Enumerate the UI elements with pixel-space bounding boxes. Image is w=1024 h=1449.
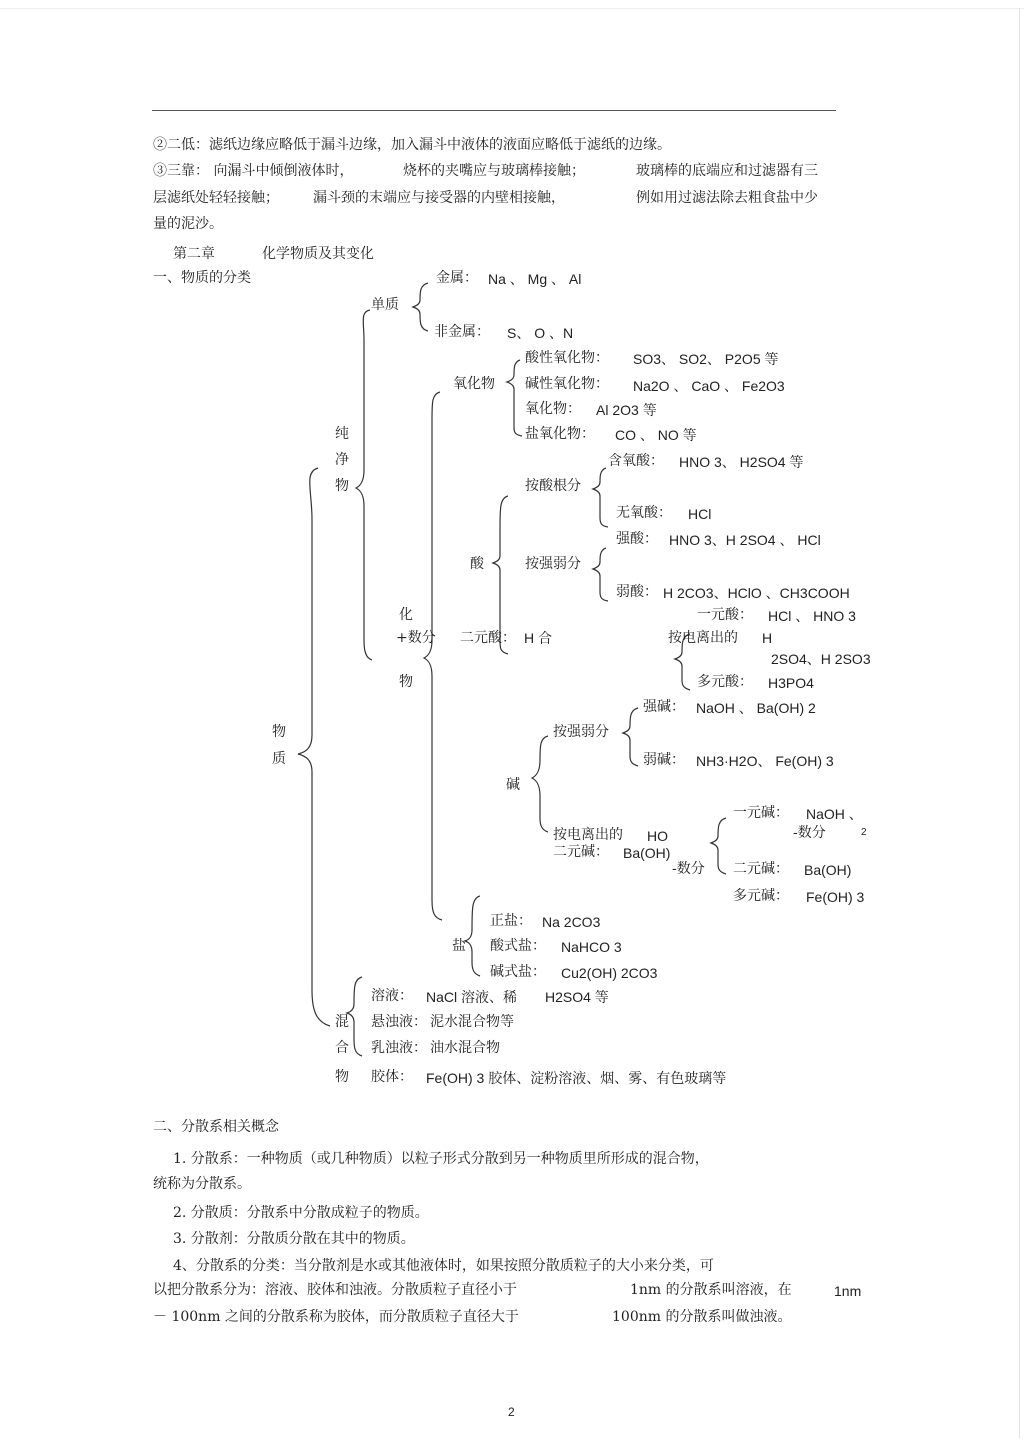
- basic-oxide-label: 碱性氧化物：: [525, 376, 609, 392]
- intro-line-2b: 烧杯的夹嘴应与玻璃棒接触；: [403, 163, 585, 179]
- weak-acid-value: H 2CO3、HClO 、CH3COOH: [663, 585, 850, 601]
- nonmetal-label: 非金属：: [434, 324, 490, 340]
- solution-value: NaCl 溶液、稀: [426, 989, 518, 1005]
- sec2-p1b: 统称为分散系。: [153, 1176, 251, 1192]
- normal-salt-value: Na 2CO3: [542, 914, 601, 930]
- basic-salt-value: Cu2(OH) 2CO3: [561, 965, 658, 981]
- mono-acid-label: 一元酸：: [697, 607, 753, 623]
- di-base-inline-value: Ba(OH): [623, 845, 671, 861]
- acid-h-symbol: H: [762, 630, 773, 646]
- basic-salt-label: 碱式盐：: [490, 964, 546, 980]
- strong-acid-value: HNO 3、H 2SO4 、 HCl: [669, 532, 821, 548]
- di-acid-label: 二元酸：: [460, 630, 516, 646]
- bracket-mixture: [347, 977, 362, 1056]
- compound-char-1: 化: [399, 607, 413, 623]
- pure-char-2: 净: [335, 452, 349, 468]
- amph-oxide-label: 氧化物：: [525, 401, 581, 417]
- bracket-base-ohcount: [711, 818, 726, 874]
- section-2-title: 二、分散系相关概念: [153, 1119, 279, 1135]
- weak-base-value: NH3·H2O、 Fe(OH) 3: [696, 753, 834, 769]
- colloid-value: Fe(OH) 3 胶体、淀粉溶液、烟、雾、有色玻璃等: [426, 1070, 727, 1086]
- amph-oxide-value: Al 2O3 等: [596, 402, 657, 418]
- base-by-oh: 按电离出的: [553, 827, 623, 843]
- acidic-oxide-value: SO3、 SO2、 P2O5 等: [633, 351, 779, 367]
- sec2-p1a: 1. 分散系：一种物质（或几种物质）以粒子形式分散到另一种物质里所形成的混合物，: [173, 1151, 709, 1167]
- normal-salt-label: 正盐：: [490, 913, 532, 929]
- intro-line-3c: 例如用过滤法除去粗食盐中少: [636, 190, 818, 206]
- acid-by-radical: 按酸根分: [525, 478, 581, 494]
- mono-base-label: 一元碱：: [733, 805, 789, 821]
- bracket-salt: [465, 896, 480, 976]
- sec2-p4b-2: 1nm 的分散系叫溶液，在: [630, 1282, 792, 1298]
- intro-line-1: ②二低：滤纸边缘应略低于漏斗边缘，加入漏斗中液体的液面应略低于滤纸的边缘。: [153, 137, 671, 153]
- root-char-1: 物: [272, 724, 286, 740]
- weak-acid-label: 弱酸：: [616, 584, 658, 600]
- sec2-p4a: 4、分散系的分类：当分散剂是水或其他液体时，如果按照分散质粒子的大小来分类，可: [173, 1258, 714, 1274]
- poly-base-label: 多元碱：: [733, 888, 789, 904]
- acid-label: 酸: [470, 556, 484, 572]
- mixture-char-2: 合: [335, 1040, 349, 1056]
- chapter-title: 化学物质及其变化: [262, 246, 374, 262]
- di-base-inline-label: 二元碱：: [553, 844, 609, 860]
- metal-value: Na 、 Mg 、 Al: [488, 271, 582, 287]
- compound-char-2: +数分: [396, 630, 436, 646]
- nonoxy-acid-value: HCl: [688, 506, 712, 522]
- suspension-label: 悬浊液：: [371, 1014, 427, 1030]
- bracket-element: [413, 283, 428, 331]
- emulsion-value: 油水混合物: [430, 1040, 500, 1056]
- di-base-label: 二元碱：: [733, 861, 789, 877]
- oxide-label: 氧化物: [453, 376, 495, 392]
- element-label: 单质: [371, 297, 399, 313]
- root-char-2: 质: [272, 751, 286, 767]
- colloid-label: 胶体：: [371, 1069, 413, 1085]
- acid-salt-value: NaHCO 3: [561, 939, 622, 955]
- base-oh-symbol: HO: [647, 828, 668, 844]
- salt-label: 盐: [452, 938, 466, 954]
- acid-salt-label: 酸式盐：: [490, 938, 546, 954]
- weak-base-label: 弱碱：: [643, 752, 685, 768]
- bracket-acid-radical: [593, 468, 608, 527]
- mono-acid-value: HCl 、 HNO 3: [768, 608, 856, 624]
- intro-line-2c: 玻璃棒的底端应和过滤器有三: [636, 163, 818, 179]
- pure-char-1: 纯: [335, 426, 349, 442]
- acidic-oxide-label: 酸性氧化物：: [525, 350, 609, 366]
- strong-acid-label: 强酸：: [616, 531, 658, 547]
- mixture-char-3: 物: [335, 1069, 349, 1085]
- intro-line-3b: 漏斗颈的末端应与接受器的内壁相接触，: [313, 190, 565, 206]
- oxy-acid-label: 含氧酸：: [608, 453, 664, 469]
- mono-base-value: NaOH 、: [806, 806, 863, 822]
- bracket-acid-strength: [593, 548, 608, 601]
- sec2-p4c-2: 100nm 的分散系叫做浊液。: [612, 1309, 792, 1325]
- acid-by-h: 按电离出的: [668, 630, 738, 646]
- nonmetal-value: S、 O 、N: [507, 325, 574, 341]
- di-base-value: Ba(OH): [804, 862, 852, 878]
- compound-char-3: 物: [399, 674, 413, 690]
- chapter-number: 第二章: [173, 246, 215, 262]
- solution-label: 溶液：: [371, 988, 413, 1004]
- emulsion-label: 乳浊液：: [371, 1040, 427, 1056]
- di-acid-value: 2SO4、H 2SO3: [771, 651, 871, 667]
- poly-base-value: Fe(OH) 3: [806, 889, 865, 905]
- intro-line-3a: 层滤纸处轻轻接触；: [153, 190, 279, 206]
- sec2-p2: 2. 分散质：分散系中分散成粒子的物质。: [173, 1205, 429, 1221]
- di-acid-prefix: H 合: [524, 630, 552, 646]
- strong-base-label: 强碱：: [643, 699, 685, 715]
- mono-base-tail: -数分: [793, 825, 826, 841]
- poly-acid-value: H3PO4: [768, 675, 814, 691]
- page-number: 2: [508, 1405, 515, 1419]
- metal-label: 金属：: [436, 270, 478, 286]
- intro-line-4: 量的泥沙。: [153, 216, 223, 232]
- sec2-p4b-1: 以把分散系分为：溶液、胶体和浊液。分散质粒子直径小于: [153, 1282, 517, 1298]
- bracket-oxide: [507, 360, 522, 436]
- di-base-suffix: -数分: [672, 861, 705, 877]
- sec2-p4b-3: 1nm: [834, 1283, 862, 1299]
- basic-oxide-value: Na2O 、 CaO 、 Fe2O3: [633, 378, 785, 394]
- bracket-base: [532, 736, 548, 832]
- nonoxy-acid-label: 无氧酸：: [616, 505, 672, 521]
- strong-base-value: NaOH 、 Ba(OH) 2: [696, 700, 816, 716]
- solution-tail: H2SO4 等: [545, 989, 609, 1005]
- oxy-acid-value: HNO 3、 H2SO4 等: [679, 454, 804, 470]
- bracket-base-strength: [623, 708, 638, 766]
- pure-char-3: 物: [335, 478, 349, 494]
- neutral-oxide-value: CO 、 NO 等: [615, 427, 697, 443]
- two-mark: 2: [861, 827, 867, 838]
- neutral-oxide-label: 盐氧化物：: [525, 426, 595, 442]
- poly-acid-label: 多元酸：: [697, 674, 753, 690]
- sec2-p3: 3. 分散剂：分散质分散在其中的物质。: [173, 1231, 415, 1247]
- intro-line-2a: ③三靠： 向漏斗中倾倒液体时，: [153, 163, 354, 179]
- mixture-char-1: 混: [335, 1014, 349, 1030]
- bracket-root: [298, 468, 330, 1026]
- base-label: 碱: [506, 777, 520, 793]
- suspension-value: 泥水混合物等: [430, 1014, 514, 1030]
- bracket-pure: [356, 310, 372, 660]
- base-by-strength: 按强弱分: [553, 724, 609, 740]
- sec2-p4c-1: － 100nm 之间的分散系称为胶体，而分散质粒子直径大于: [153, 1309, 519, 1325]
- bracket-compound: [424, 392, 442, 920]
- acid-by-strength: 按强弱分: [525, 556, 581, 572]
- section-1-title: 一、物质的分类: [153, 270, 251, 286]
